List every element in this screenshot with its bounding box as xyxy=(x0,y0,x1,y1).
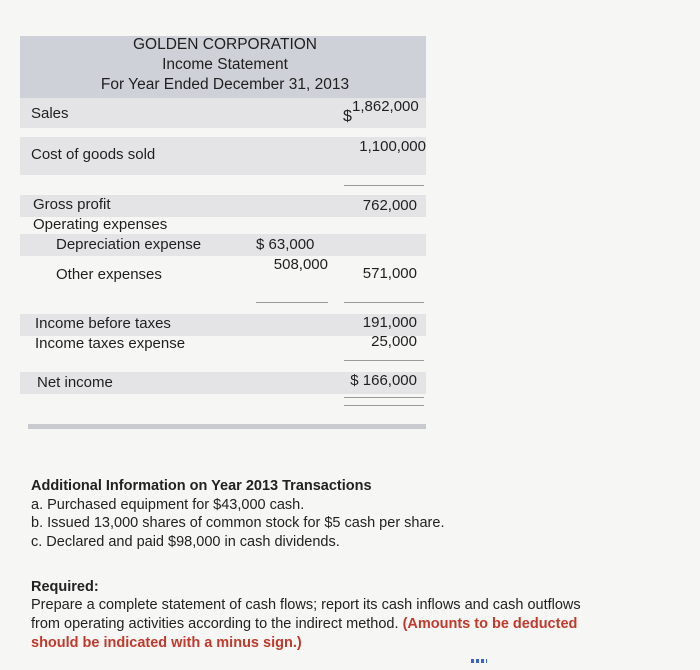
net-income-double-rule-1 xyxy=(344,397,424,398)
additional-item-b: b. Issued 13,000 shares of common stock for $5 cash per share. xyxy=(31,515,445,531)
more-options-icon[interactable] xyxy=(471,659,487,663)
income-taxes-label: Income taxes expense xyxy=(35,335,186,352)
net-income-value: $ 166,000 xyxy=(350,372,417,389)
statement-title: Income Statement xyxy=(162,56,288,73)
cogs-value: 1,100,000 xyxy=(359,138,426,155)
additional-info-heading: Additional Information on Year 2013 Transactions xyxy=(31,478,372,494)
table-bottom-band xyxy=(28,424,426,429)
company-name: GOLDEN CORPORATION xyxy=(132,36,317,53)
other-expenses-value: 508,000 xyxy=(273,256,328,273)
required-heading: Required: xyxy=(31,579,99,595)
required-line-2-text: from operating activities according to the indirect method. xyxy=(31,616,403,632)
sales-label: Sales xyxy=(31,105,69,122)
required-line-2-emphasis: (Amounts to be deducted xyxy=(402,616,578,632)
income-before-taxes-label: Income before taxes xyxy=(35,315,171,332)
depreciation-label: Depreciation expense xyxy=(56,236,202,253)
required-line-2 xyxy=(31,616,577,632)
statement-period: For Year Ended December 31, 2013 xyxy=(100,76,350,93)
taxes-underline xyxy=(344,360,424,361)
other-expenses-label: Other expenses xyxy=(56,266,162,283)
sales-currency: $ xyxy=(343,108,352,125)
depreciation-value: $ 63,000 xyxy=(256,236,315,253)
net-income-double-rule-2 xyxy=(344,405,424,406)
gross-profit-value: 762,000 xyxy=(362,197,417,214)
operating-expenses-total: 571,000 xyxy=(362,265,417,282)
income-before-taxes-value: 191,000 xyxy=(362,314,417,331)
gross-profit-label: Gross profit xyxy=(33,196,111,213)
required-line-1: Prepare a complete statement of cash flows; report its cash inflows and cash outflows xyxy=(31,597,581,613)
sales-value: 1,862,000 xyxy=(352,98,419,115)
opex-underline-left xyxy=(256,302,328,303)
opex-underline-right xyxy=(344,302,424,303)
cogs-underline xyxy=(344,185,424,186)
required-line-3: should be indicated with a minus sign.) xyxy=(31,635,302,651)
operating-expenses-label: Operating expenses xyxy=(33,216,168,233)
additional-item-a: a. Purchased equipment for $43,000 cash. xyxy=(31,497,305,513)
income-taxes-value: 25,000 xyxy=(371,333,417,350)
cogs-label: Cost of goods sold xyxy=(31,146,156,163)
net-income-label: Net income xyxy=(37,374,113,391)
additional-item-c: c. Declared and paid $98,000 in cash dividends. xyxy=(31,534,340,550)
